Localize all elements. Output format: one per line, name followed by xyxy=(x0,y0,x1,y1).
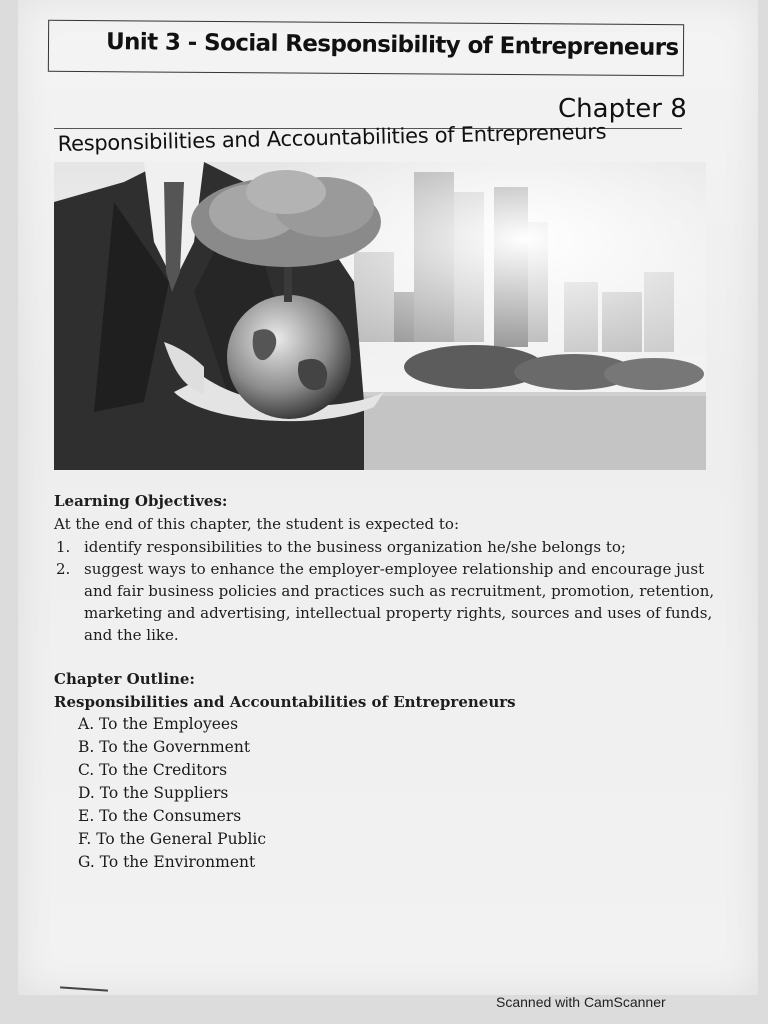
outline-item: G. To the Environment xyxy=(78,853,256,871)
unit-title: Unit 3 - Social Responsibility of Entrepreneurs xyxy=(105,29,679,61)
chapter-label: Chapter 8 xyxy=(558,94,687,124)
scanner-watermark: Scanned with CamScanner xyxy=(496,994,666,1010)
objective-number: 2. xyxy=(56,560,71,578)
outline-item: F. To the General Public xyxy=(78,830,267,848)
outline-item: B. To the Government xyxy=(78,738,251,756)
businessman-globe-city-image xyxy=(54,162,706,470)
objective-text-line: and fair business policies and practices such as recruitment, promotion, retention, xyxy=(84,582,715,600)
book-page xyxy=(18,0,758,995)
objective-number: 1. xyxy=(56,538,71,556)
objective-text: identify responsibilities to the business organization he/she belongs to; xyxy=(84,538,626,556)
outline-item: E. To the Consumers xyxy=(78,807,242,825)
page-mark xyxy=(60,986,108,991)
objective-text-line: and the like. xyxy=(84,626,179,644)
chapter-title: Responsibilities and Accountabilities of Entrepreneurs xyxy=(57,119,607,156)
outline-item: A. To the Employees xyxy=(78,715,239,733)
objective-item-2 xyxy=(56,558,716,646)
chapter-outline-heading: Chapter Outline: xyxy=(54,670,195,688)
learning-objectives-intro: At the end of this chapter, the student is expected to: xyxy=(54,515,459,533)
outline-item: C. To the Creditors xyxy=(78,761,228,779)
learning-objectives-heading: Learning Objectives: xyxy=(54,492,228,510)
chapter-outline-subheading: Responsibilities and Accountabilities of Entrepreneurs xyxy=(54,693,516,711)
objective-item-1 xyxy=(56,536,716,558)
hero-illustration xyxy=(54,162,706,470)
objective-text-line: suggest ways to enhance the employer-employee relationship and encourage just xyxy=(84,560,705,578)
objective-text-line: marketing and advertising, intellectual property rights, sources and uses of funds, xyxy=(84,604,713,622)
outline-item: D. To the Suppliers xyxy=(78,784,229,802)
